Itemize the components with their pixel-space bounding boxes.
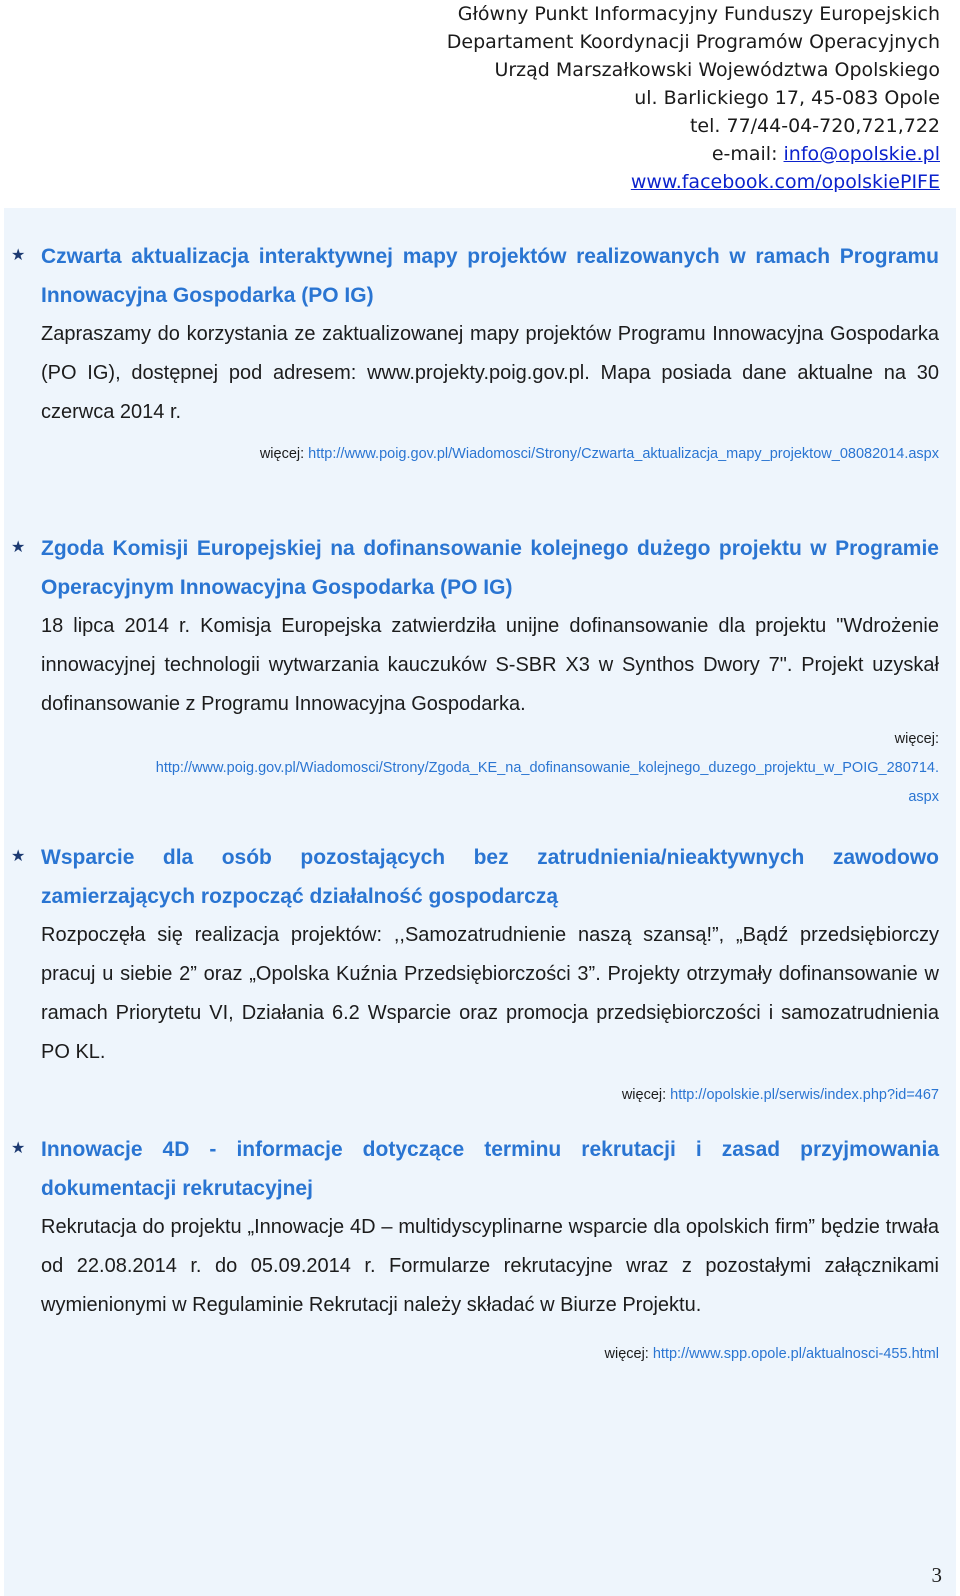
- news-item: [4, 237, 956, 465]
- star-bullet-icon: ★: [11, 846, 26, 865]
- more-line: [41, 1084, 939, 1106]
- header-email-line: [240, 140, 940, 168]
- more-link-continuation[interactable]: aspx: [908, 789, 939, 805]
- news-title: Innowacje 4D - informacje dotyczące terminu rekrutacji i zasad przyjmowania dokumentacji rekrutacyjnej: [41, 1138, 939, 1200]
- header-office-line: Urząd Marszałkowski Województwa Opolskiego: [494, 59, 940, 81]
- more-link[interactable]: http://www.poig.gov.pl/Wiadomosci/Strony/Czwarta_aktualizacja_mapy_projektow_08082014.aspx: [308, 446, 939, 462]
- news-title: Wsparcie dla osób pozostających bez zatrudnienia/nieaktywnych zawodowo zamierzających rozpocząć działalność gospodarczą: [41, 846, 939, 908]
- page-number: 3: [931, 1563, 942, 1587]
- news-title: Zgoda Komisji Europejskiej na dofinansowanie kolejnego dużego projektu w Programie Operacyjnym Innowacyjna Gospodarka (PO IG): [41, 537, 939, 599]
- news-title: Czwarta aktualizacja interaktywnej mapy projektów realizowanych w ramach Programu Innowacyjna Gospodarka (PO IG): [41, 245, 939, 307]
- email-label: e-mail:: [711, 143, 784, 165]
- more-label: więcej:: [621, 1087, 671, 1103]
- header-org-line: Główny Punkt Informacyjny Funduszy Europejskich: [457, 3, 940, 25]
- more-label: więcej:: [604, 1346, 653, 1362]
- more-line: [41, 1343, 939, 1365]
- news-body: Zapraszamy do korzystania ze zaktualizowanej mapy projektów Programu Innowacyjna Gospodarka (PO IG), dostępnej pod adresem: www.projekty.poig.gov.pl. Mapa posiada dane aktualne na 30 czerwca 2014 r.: [41, 323, 939, 423]
- more-label: więcej:: [259, 446, 309, 462]
- news-body: 18 lipca 2014 r. Komisja Europejska zatwierdziła unijne dofinansowanie dla projektu "Wdrożenie innowacyjnej technologii wytwarzania kauczuków S-SBR X3 w Synthos Dwory 7". Projekt uzyskał dofinansowanie z Programu Innowacyjna Gospodarka.: [41, 615, 939, 715]
- star-bullet-icon: ★: [11, 245, 26, 264]
- star-bullet-icon: ★: [11, 1138, 26, 1157]
- news-item: [4, 529, 956, 812]
- facebook-link[interactable]: www.facebook.com/opolskiePIFE: [630, 171, 940, 193]
- more-link[interactable]: http://www.poig.gov.pl/Wiadomosci/Strony/Zgoda_KE_na_dofinansowanie_kolejnego_duzego_projektu_w_POIG_280714.: [155, 760, 939, 776]
- news-body: Rekrutacja do projektu „Innowacje 4D – multidyscyplinarne wsparcie dla opolskich firm” będzie trwała od 22.08.2014 r. do 05.09.2014 r. Formularze rekrutacyjne wraz z pozostałymi załącznikami wymienionymi w Regulaminie Rekrutacji należy składać w Biurze Projektu.: [41, 1216, 939, 1316]
- more-line: [41, 443, 939, 465]
- more-line: [41, 725, 939, 812]
- header-address-line: ul. Barlickiego 17, 45-083 Opole: [634, 87, 940, 109]
- more-label: więcej:: [894, 731, 939, 747]
- more-link[interactable]: http://opolskie.pl/serwis/index.php?id=467: [670, 1087, 939, 1103]
- header-phone-line: tel. 77/44-04-720,721,722: [689, 115, 940, 137]
- email-link[interactable]: info@opolskie.pl: [783, 143, 940, 165]
- news-item: [4, 838, 956, 1106]
- news-item: [4, 1130, 956, 1365]
- news-body: Rozpoczęła się realizacja projektów: ,,Samozatrudnienie naszą szansą!”, „Bądź przedsiębiorczy pracuj u siebie 2” oraz „Opolska Kuźnia Przedsiębiorczości 3”. Projekty otrzymały dofinansowanie w ramach Priorytetu VI, Działania 6.2 Wsparcie oraz promocja przedsiębiorczości i samozatrudnienia PO KL.: [41, 924, 939, 1063]
- star-bullet-icon: ★: [11, 537, 26, 556]
- more-link[interactable]: http://www.spp.opole.pl/aktualnosci-455.html: [652, 1346, 939, 1362]
- contact-header: [240, 0, 940, 196]
- header-department-line: Departament Koordynacji Programów Operacyjnych: [446, 31, 940, 53]
